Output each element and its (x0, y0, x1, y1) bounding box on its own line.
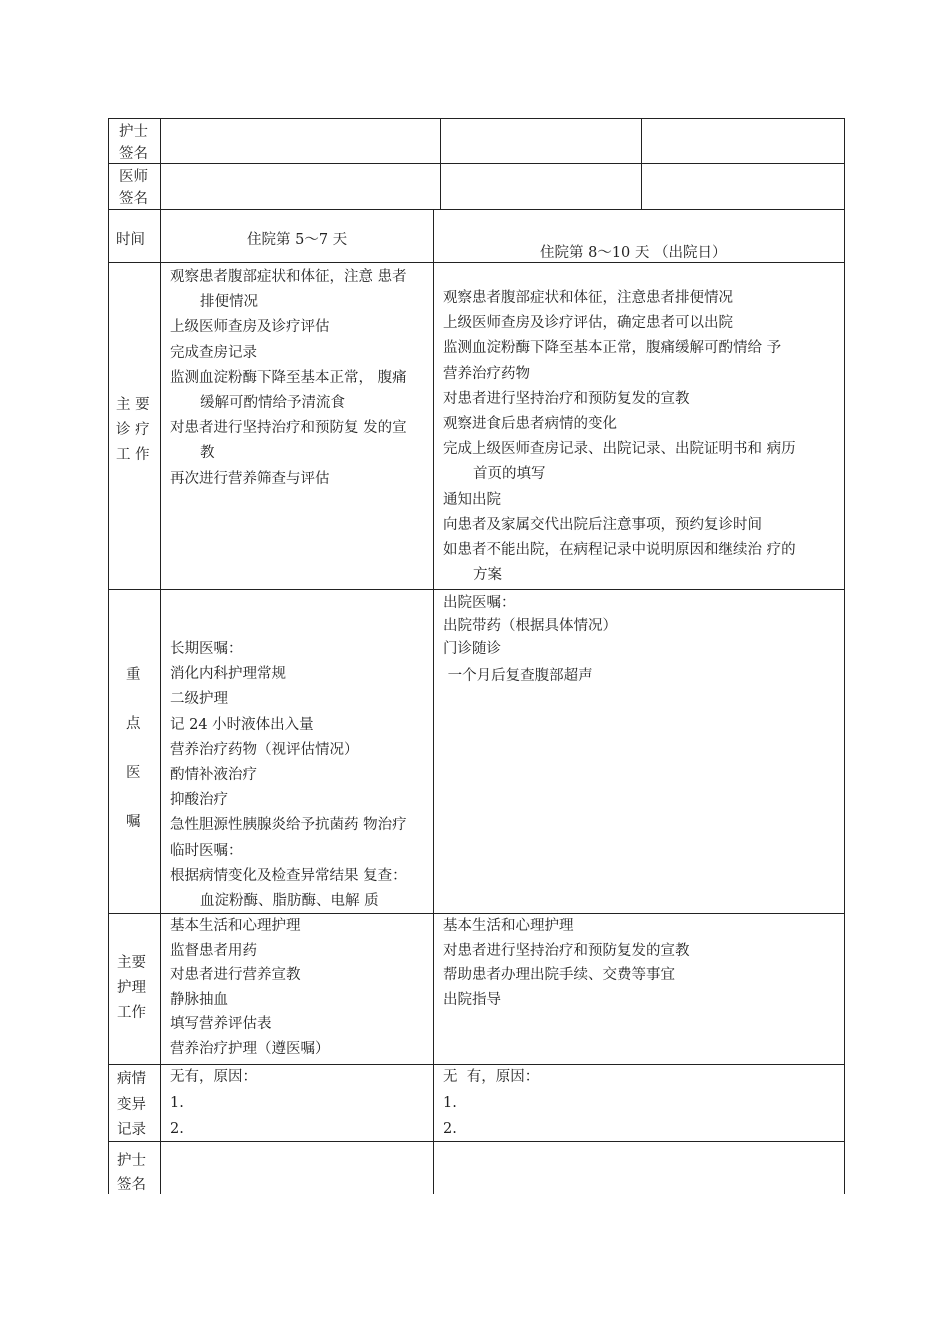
list-item: 对患者进行坚持治疗和预防复发的宣教 (443, 390, 690, 407)
list-item: 静脉抽血 (170, 991, 228, 1008)
list-item: 门诊随诊 (443, 641, 501, 657)
border-line (108, 262, 845, 263)
list-item: 无 有，原因： (443, 1069, 540, 1085)
list-item: 通知出院 (443, 491, 501, 508)
variation-col1 (170, 1064, 257, 1142)
border-line (108, 118, 109, 210)
key-orders-label: 重 点 医 嘱 (126, 667, 141, 830)
list-item: 出院指导 (443, 991, 501, 1008)
border-line (440, 118, 441, 210)
doctor-signature-label: 医师 签名 (119, 169, 148, 207)
list-item: 营养治疗药物 (443, 365, 530, 382)
nurse-signature-label: 护士 签名 (119, 124, 148, 162)
border-line (160, 118, 161, 210)
nurse-signature-bottom-label: 护士 签名 (117, 1153, 146, 1193)
list-item: 监测血淀粉酶下降至基本正常，腹痛缓解可酌情给 予 (443, 340, 782, 357)
list-item: 记 24 小时液体出入量 (170, 716, 314, 733)
key-orders-col1 (170, 637, 407, 914)
list-item: 观察患者腹部症状和体征，注意 患者 (170, 269, 407, 285)
list-item: 2. (170, 1121, 184, 1137)
list-item: 监测血淀粉酶下降至基本正常， 腹痛 (170, 369, 407, 386)
list-item: 排便情况 (200, 294, 258, 311)
list-item: 帮助患者办理出院手续、交费等事宜 (443, 967, 675, 983)
border-line (108, 589, 845, 590)
list-item: 完成查房记录 (170, 344, 257, 361)
main-work-col1 (170, 265, 407, 492)
border-line (844, 209, 845, 1194)
border-line (108, 209, 845, 210)
border-line (641, 118, 642, 210)
variation-label: 病情 变异 记录 (117, 1071, 146, 1138)
list-item: 消化内科护理常规 (170, 666, 286, 683)
list-item: 1. (170, 1095, 184, 1111)
list-item: 根据病情变化及检查异常结果 复查： (170, 867, 407, 884)
list-item: 长期医嘱： (170, 641, 243, 657)
list-item: 上级医师查房及诊疗评估 (170, 319, 330, 336)
nursing-col2 (443, 914, 690, 1012)
key-orders-col2 (443, 592, 617, 691)
border-line (160, 209, 161, 1194)
border-line (108, 163, 845, 164)
list-item: 向患者及家属交代出院后注意事项，预约复诊时间 (443, 516, 762, 533)
list-item: 1. (443, 1095, 457, 1111)
border-line (108, 118, 845, 119)
list-item: 临时医嘱： (170, 842, 243, 859)
list-item: 如患者不能出院，在病程记录中说明原因和继续治 疗的 (443, 542, 796, 559)
list-item: 出院医嘱： (443, 595, 516, 611)
variation-col2 (443, 1064, 539, 1142)
time-header: 时间 (116, 232, 145, 248)
border-line (433, 209, 434, 1194)
column-header-day5-7: 住院第 5〜7 天 (247, 232, 348, 248)
list-item: 一个月后复查腹部超声 (443, 668, 593, 684)
main-work-col2 (443, 286, 796, 588)
list-item: 观察进食后患者病情的变化 (443, 416, 617, 433)
list-item: 缓解可酌情给予清流食 (200, 395, 345, 412)
list-item: 监督患者用药 (170, 942, 257, 959)
list-item: 抑酸治疗 (170, 792, 228, 809)
main-work-label: 主 要 诊 疗 工 作 (116, 397, 150, 463)
list-item: 完成上级医师查房记录、出院记录、出院证明书和 病历 (443, 441, 796, 458)
list-item: 填写营养评估表 (170, 1016, 272, 1032)
list-item: 教 (200, 445, 215, 462)
list-item: 对患者进行坚持治疗和预防复发的宣教 (443, 942, 690, 959)
nursing-col1 (170, 914, 330, 1061)
list-item: 观察患者腹部症状和体征，注意患者排便情况 (443, 290, 733, 306)
list-item: 无有，原因： (170, 1069, 257, 1085)
list-item: 上级医师查房及诊疗评估，确定患者可以出院 (443, 315, 733, 332)
list-item: 营养治疗护理（遵医嘱） (170, 1040, 330, 1057)
list-item: 血淀粉酶、脂肪酶、电解 质 (200, 893, 379, 910)
column-header-day8-10: 住院第 8〜10 天 （出院日） (540, 245, 727, 261)
list-item: 对患者进行坚持治疗和预防复 发的宣 (170, 420, 407, 437)
list-item: 方案 (473, 567, 502, 584)
nursing-label: 主要 护理 工作 (117, 955, 146, 1021)
list-item: 营养治疗药物（视评估情况） (170, 741, 359, 758)
list-item: 2. (443, 1121, 457, 1137)
list-item: 二级护理 (170, 691, 228, 708)
list-item: 出院带药（根据具体情况） (443, 618, 617, 634)
list-item: 急性胆源性胰腺炎给予抗菌药 物治疗 (170, 817, 407, 834)
list-item: 基本生活和心理护理 (170, 918, 301, 934)
list-item: 首页的填写 (473, 466, 546, 483)
list-item: 对患者进行营养宣教 (170, 967, 301, 983)
list-item: 酌情补液治疗 (170, 767, 257, 784)
border-line (108, 209, 109, 1194)
border-line (844, 118, 845, 210)
list-item: 基本生活和心理护理 (443, 918, 574, 934)
list-item: 再次进行营养筛查与评估 (170, 470, 330, 487)
